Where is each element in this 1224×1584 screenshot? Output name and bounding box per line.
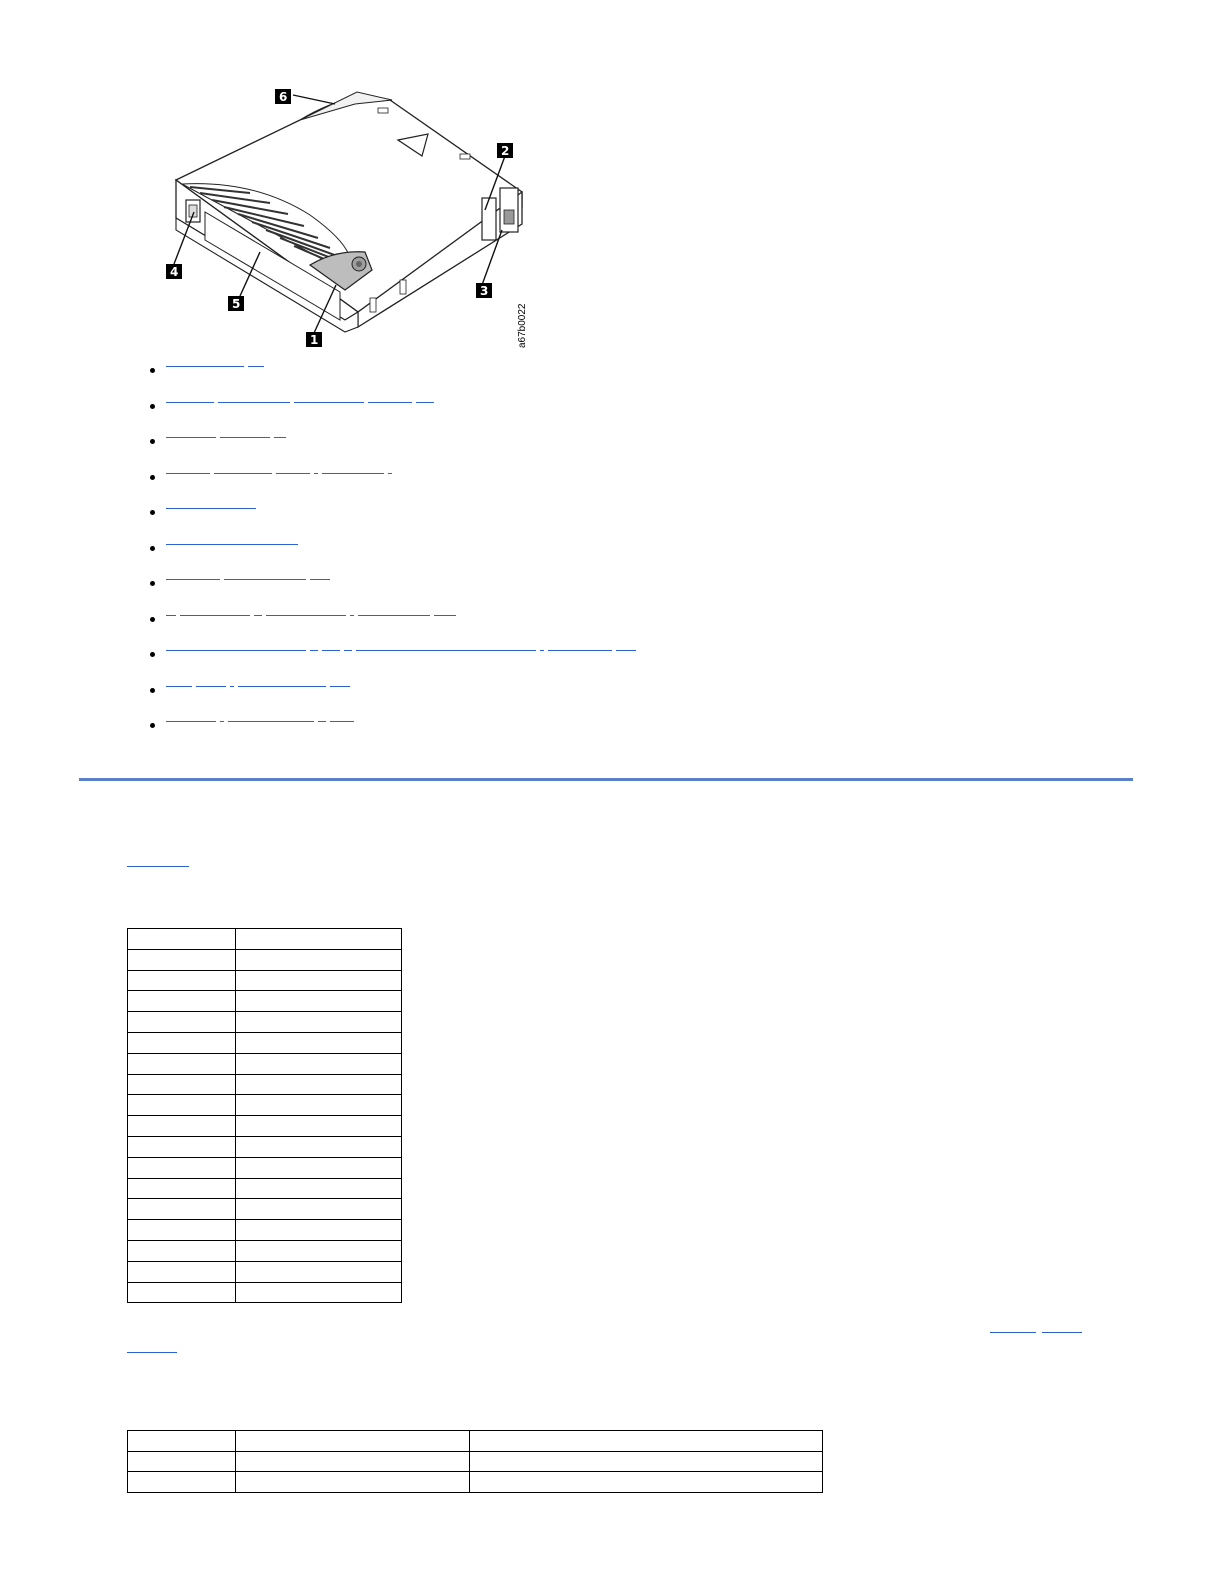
topic-link-underline[interactable] bbox=[330, 686, 350, 689]
topic-link-underline[interactable] bbox=[540, 650, 544, 653]
table-cell bbox=[236, 1240, 402, 1261]
topic-link-underline[interactable] bbox=[166, 402, 214, 405]
table-cell bbox=[128, 1472, 236, 1493]
figure-identifier: a67b0022 bbox=[517, 303, 528, 348]
table-row bbox=[128, 1136, 402, 1157]
svg-text:2: 2 bbox=[501, 144, 510, 158]
topic-link-underline[interactable] bbox=[368, 402, 412, 405]
table-cell bbox=[236, 1451, 470, 1472]
topic-link-underline[interactable] bbox=[276, 473, 310, 476]
table-cell bbox=[236, 991, 402, 1012]
table-row bbox=[128, 1472, 823, 1493]
topic-link-underline[interactable] bbox=[248, 366, 264, 369]
topic-link-underline[interactable] bbox=[166, 686, 192, 689]
table-row bbox=[128, 1116, 402, 1137]
topic-link-underline[interactable] bbox=[310, 650, 318, 653]
inline-link-part-c[interactable] bbox=[127, 1352, 177, 1355]
topic-link-item[interactable] bbox=[147, 565, 640, 601]
callout-6 bbox=[275, 89, 291, 104]
table-row bbox=[128, 1053, 402, 1074]
table-row bbox=[128, 929, 402, 950]
table-cell bbox=[128, 1431, 236, 1452]
topic-link-item[interactable] bbox=[147, 707, 640, 743]
topic-link-underline[interactable] bbox=[220, 437, 270, 440]
table-cell bbox=[128, 929, 236, 950]
topic-link-underline[interactable] bbox=[166, 544, 298, 547]
topic-link-underline[interactable] bbox=[166, 721, 216, 724]
topic-link-list bbox=[147, 352, 640, 743]
topic-link-underline[interactable] bbox=[166, 473, 210, 476]
table-cell bbox=[236, 1157, 402, 1178]
topic-link-underline[interactable] bbox=[310, 579, 330, 582]
svg-text:6: 6 bbox=[279, 90, 288, 104]
table-cell bbox=[236, 1282, 402, 1303]
table-cell bbox=[128, 991, 236, 1012]
table-cell bbox=[236, 1178, 402, 1199]
topic-link-underline[interactable] bbox=[358, 615, 430, 618]
topic-link-item[interactable] bbox=[147, 530, 640, 566]
table-cell bbox=[128, 949, 236, 970]
table-cell bbox=[236, 1431, 470, 1452]
table-cell bbox=[236, 1116, 402, 1137]
inline-link-part-b[interactable] bbox=[1042, 1332, 1082, 1335]
inline-link-part-a[interactable] bbox=[990, 1332, 1036, 1335]
topic-link-item[interactable] bbox=[147, 388, 640, 424]
topic-link-item[interactable] bbox=[147, 636, 640, 672]
table-cell bbox=[128, 1199, 236, 1220]
tape-cartridge-illustration bbox=[160, 80, 540, 355]
table-cell bbox=[236, 970, 402, 991]
topic-link-underline[interactable] bbox=[356, 650, 536, 653]
callout-2 bbox=[497, 143, 513, 158]
topic-link-underline[interactable] bbox=[294, 402, 364, 405]
table-cell bbox=[128, 1012, 236, 1033]
table-row bbox=[128, 1261, 402, 1282]
table-cell bbox=[236, 1261, 402, 1282]
table-cell bbox=[236, 949, 402, 970]
table-row bbox=[128, 991, 402, 1012]
table-cell bbox=[128, 1157, 236, 1178]
table-cell bbox=[236, 1220, 402, 1241]
topic-link-underline[interactable] bbox=[350, 615, 354, 618]
table-cell bbox=[128, 1136, 236, 1157]
topic-link-underline[interactable] bbox=[322, 473, 384, 476]
table-cell bbox=[470, 1431, 823, 1452]
topic-link-underline[interactable] bbox=[166, 366, 244, 369]
table-cell bbox=[128, 1240, 236, 1261]
table-row bbox=[128, 1220, 402, 1241]
table-row bbox=[128, 1451, 823, 1472]
table-cell bbox=[236, 1053, 402, 1074]
topic-link-underline[interactable] bbox=[388, 473, 392, 476]
table-cell bbox=[128, 1116, 236, 1137]
table-cell bbox=[128, 1095, 236, 1116]
topic-link-item[interactable] bbox=[147, 672, 640, 708]
table-cell bbox=[128, 1032, 236, 1053]
topic-link-item[interactable] bbox=[147, 352, 640, 388]
table-row bbox=[128, 1199, 402, 1220]
table-cell bbox=[236, 1136, 402, 1157]
table-cell bbox=[236, 1012, 402, 1033]
topic-link-underline[interactable] bbox=[274, 437, 286, 440]
table-row bbox=[128, 1074, 402, 1095]
topic-link-underline[interactable] bbox=[166, 650, 306, 653]
table-cell bbox=[236, 929, 402, 950]
topic-link-underline[interactable] bbox=[254, 615, 262, 618]
table-row bbox=[128, 1240, 402, 1261]
data-table-two bbox=[127, 1430, 823, 1493]
callout-4 bbox=[166, 264, 182, 279]
callout-3 bbox=[476, 283, 492, 298]
topic-link-underline[interactable] bbox=[416, 402, 434, 405]
topic-link-underline[interactable] bbox=[344, 650, 352, 653]
section-link[interactable] bbox=[127, 866, 189, 867]
table-cell bbox=[236, 1199, 402, 1220]
table-row bbox=[128, 1032, 402, 1053]
table-cell bbox=[236, 1074, 402, 1095]
topic-link-underline[interactable] bbox=[166, 437, 216, 440]
svg-text:3: 3 bbox=[480, 284, 489, 298]
table-row bbox=[128, 1282, 402, 1303]
topic-link-underline[interactable] bbox=[166, 579, 220, 582]
topic-link-underline[interactable] bbox=[434, 615, 456, 618]
table-cell bbox=[128, 1282, 236, 1303]
table-cell bbox=[236, 1095, 402, 1116]
svg-text:5: 5 bbox=[232, 297, 241, 311]
topic-link-underline[interactable] bbox=[166, 615, 176, 618]
topic-link-underline[interactable] bbox=[318, 721, 326, 724]
topic-link-underline[interactable] bbox=[196, 686, 226, 689]
table-cell bbox=[236, 1472, 470, 1493]
table-cell bbox=[128, 1220, 236, 1241]
table-cell bbox=[128, 1451, 236, 1472]
table-cell bbox=[470, 1451, 823, 1472]
topic-link-underline[interactable] bbox=[218, 402, 290, 405]
svg-text:1: 1 bbox=[310, 333, 319, 347]
topic-link-underline[interactable] bbox=[330, 721, 354, 724]
table-row bbox=[128, 1178, 402, 1199]
topic-link-underline[interactable] bbox=[230, 686, 234, 689]
topic-link-underline[interactable] bbox=[322, 650, 340, 653]
callout-1 bbox=[306, 332, 322, 347]
topic-link-item[interactable] bbox=[147, 601, 640, 637]
table-cell bbox=[128, 1178, 236, 1199]
topic-link-underline[interactable] bbox=[220, 721, 224, 724]
callout-5 bbox=[228, 296, 244, 311]
topic-link-underline[interactable] bbox=[166, 508, 256, 511]
topic-link-underline[interactable] bbox=[548, 650, 612, 653]
topic-link-underline[interactable] bbox=[266, 615, 346, 618]
topic-link-item[interactable] bbox=[147, 459, 640, 495]
table-cell bbox=[128, 1261, 236, 1282]
table-row bbox=[128, 1095, 402, 1116]
topic-link-underline[interactable] bbox=[224, 579, 306, 582]
table-row bbox=[128, 1012, 402, 1033]
table-row bbox=[128, 1157, 402, 1178]
topic-link-underline[interactable] bbox=[238, 686, 326, 689]
table-cell bbox=[128, 1053, 236, 1074]
table-cell bbox=[128, 1074, 236, 1095]
table-cell bbox=[236, 1032, 402, 1053]
table-row bbox=[128, 970, 402, 991]
section-divider bbox=[79, 778, 1133, 781]
topic-link-underline[interactable] bbox=[228, 721, 314, 724]
table-cell bbox=[470, 1472, 823, 1493]
topic-link-underline[interactable] bbox=[314, 473, 318, 476]
topic-link-item[interactable] bbox=[147, 494, 640, 530]
data-table-one bbox=[127, 928, 402, 1303]
topic-link-underline[interactable] bbox=[180, 615, 250, 618]
topic-link-underline[interactable] bbox=[214, 473, 272, 476]
topic-link-underline[interactable] bbox=[616, 650, 636, 653]
topic-link-item[interactable] bbox=[147, 423, 640, 459]
table-cell bbox=[128, 970, 236, 991]
svg-text:4: 4 bbox=[170, 265, 179, 279]
table-row bbox=[128, 1431, 823, 1452]
table-row bbox=[128, 949, 402, 970]
tape-cartridge-figure bbox=[160, 80, 540, 355]
